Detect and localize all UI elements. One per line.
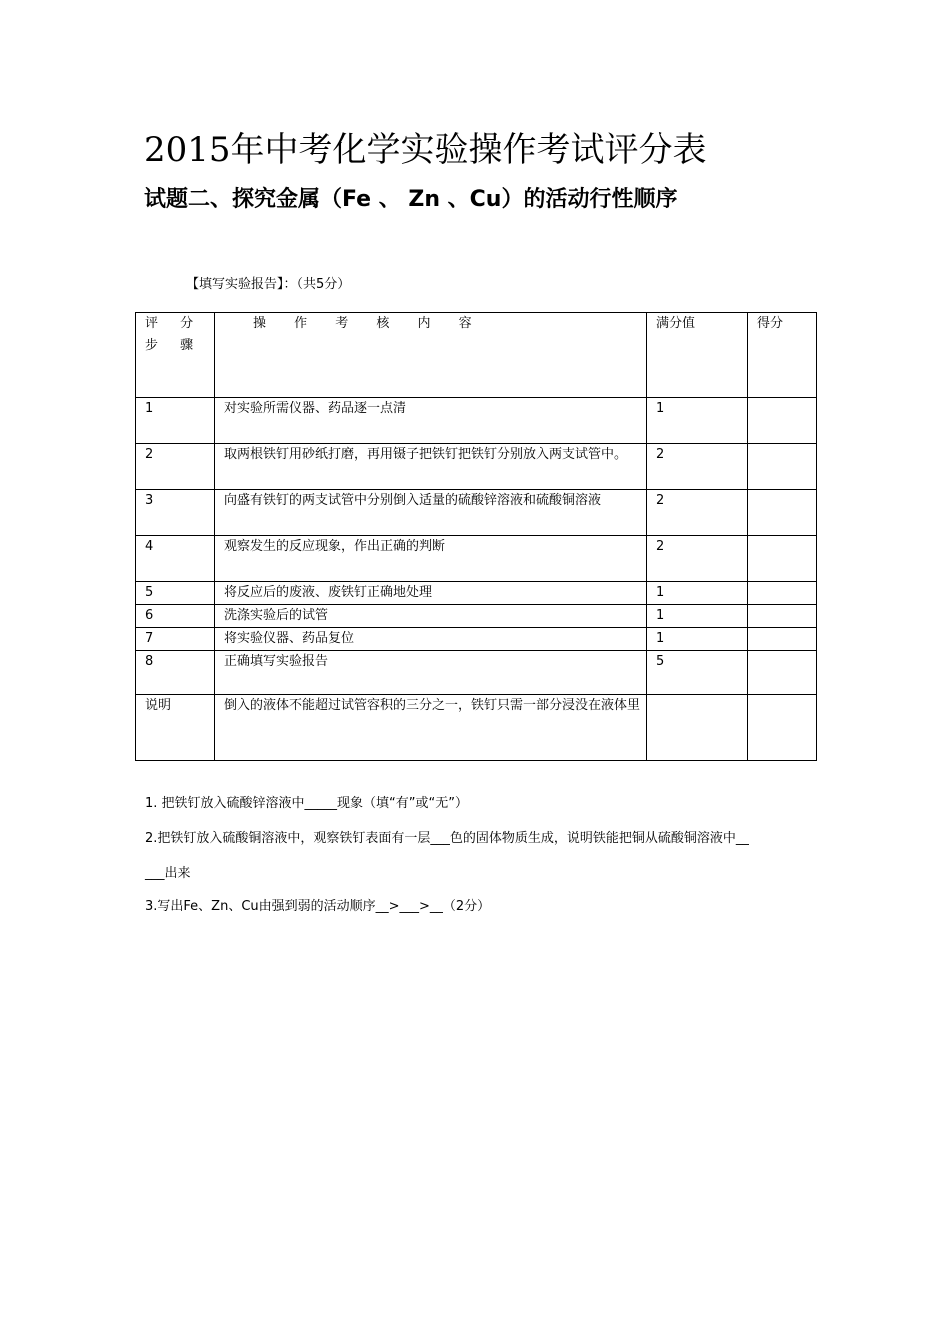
row-score-cell[interactable] (748, 536, 817, 582)
row-score-cell[interactable] (748, 582, 817, 605)
row-step: 6 (136, 605, 215, 628)
header-step: 评 分 步 骤 (136, 313, 215, 398)
row-score-cell[interactable] (748, 628, 817, 651)
report-note: 【填写实验报告】：（共5分） (186, 277, 351, 292)
question-2-line-2: ___出来 (145, 866, 191, 881)
row-full-score: 1 (647, 628, 748, 651)
row-step: 3 (136, 490, 215, 536)
row-full-score: 2 (647, 444, 748, 490)
table-row (136, 536, 817, 582)
row-full-score: 1 (647, 582, 748, 605)
row-step: 说明 (136, 695, 215, 761)
row-content: 将反应后的废液、废铁钉正确地处理 (215, 582, 647, 605)
header-score: 得分 (748, 313, 817, 398)
header-content: 操 作 考 核 内 容 (215, 313, 647, 398)
row-content: 向盛有铁钉的两支试管中分别倒入适量的硫酸锌溶液和硫酸铜溶液 (215, 490, 647, 536)
row-step: 1 (136, 398, 215, 444)
page-title: 2015年中考化学实验操作考试评分表 (144, 130, 707, 170)
row-score-cell[interactable] (748, 695, 817, 761)
row-step: 5 (136, 582, 215, 605)
table-row (136, 651, 817, 695)
question-1: 1. 把铁钉放入硫酸锌溶液中_____现象（填“有”或“无”） (145, 796, 468, 811)
row-content: 洗涤实验后的试管 (215, 605, 647, 628)
row-content: 正确填写实验报告 (215, 651, 647, 695)
row-content: 倒入的液体不能超过试管容积的三分之一，铁钉只需一部分浸没在液体里 (215, 695, 647, 761)
table-row (136, 582, 817, 605)
scoring-table (135, 312, 817, 761)
row-score-cell[interactable] (748, 444, 817, 490)
row-score-cell[interactable] (748, 490, 817, 536)
question-subtitle: 试题二、探究金属（Fe 、 Zn 、Cu）的活动行性顺序 (144, 187, 678, 212)
row-step: 7 (136, 628, 215, 651)
row-content: 将实验仪器、药品复位 (215, 628, 647, 651)
row-full-score (647, 695, 748, 761)
row-score-cell[interactable] (748, 605, 817, 628)
table-row (136, 398, 817, 444)
row-content: 取两根铁钉用砂纸打磨，再用镊子把铁钉把铁钉分别放入两支试管中。 (215, 444, 647, 490)
row-content: 对实验所需仪器、药品逐一点清 (215, 398, 647, 444)
row-full-score: 5 (647, 651, 748, 695)
table-row (136, 628, 817, 651)
row-step: 2 (136, 444, 215, 490)
row-step: 4 (136, 536, 215, 582)
row-full-score: 2 (647, 490, 748, 536)
row-step: 8 (136, 651, 215, 695)
row-full-score: 2 (647, 536, 748, 582)
table-row (136, 605, 817, 628)
row-full-score: 1 (647, 605, 748, 628)
question-3: 3.写出Fe、Zn、Cu由强到弱的活动顺序__>___>__（2分） (145, 899, 491, 914)
table-row-notes (136, 695, 817, 761)
table-row (136, 490, 817, 536)
table-row (136, 444, 817, 490)
row-score-cell[interactable] (748, 651, 817, 695)
row-score-cell[interactable] (748, 398, 817, 444)
row-content: 观察发生的反应现象，作出正确的判断 (215, 536, 647, 582)
header-full-score: 满分值 (647, 313, 748, 398)
question-2-line-1: 2.把铁钉放入硫酸铜溶液中，观察铁钉表面有一层___色的固体物质生成，说明铁能把铜从硫酸铜溶液中__ (145, 831, 749, 846)
table-header-row (136, 313, 817, 398)
row-full-score: 1 (647, 398, 748, 444)
